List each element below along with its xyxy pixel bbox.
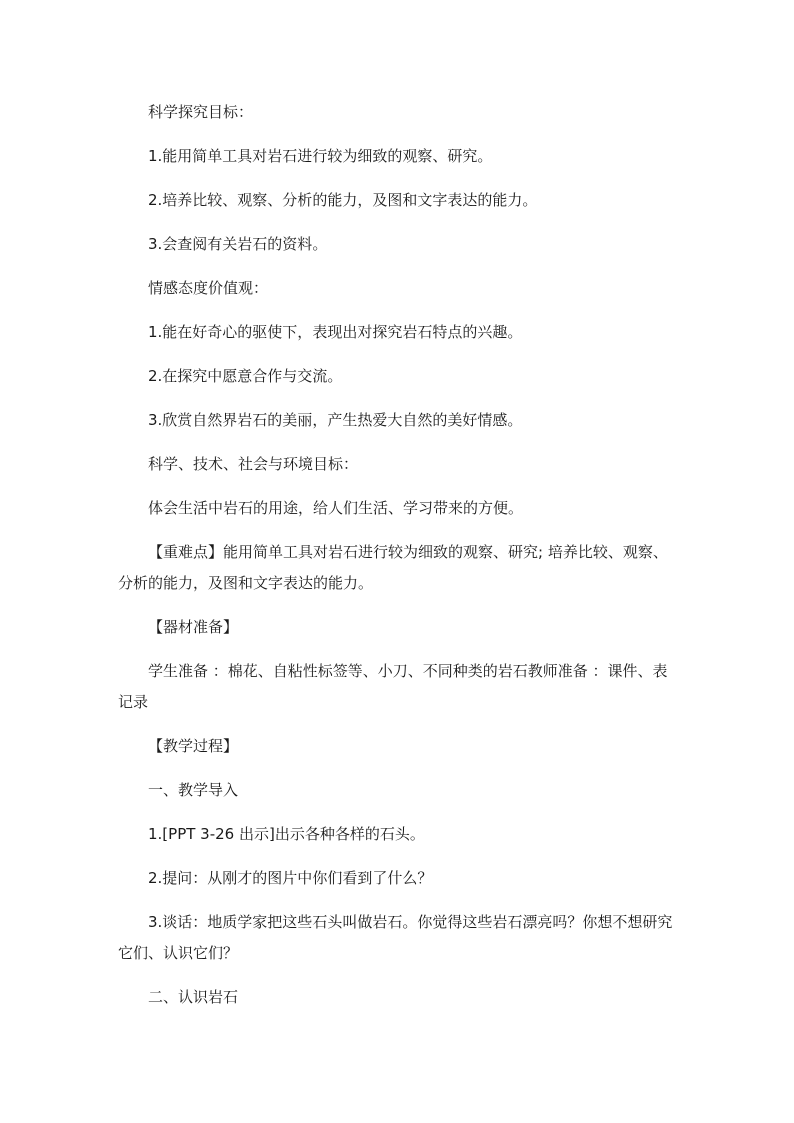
heading-materials: 【器材准备】 (148, 618, 239, 636)
inquiry-goal-item-2: 2.培养比较、观察、分析的能力，及图和文字表达的能力。 (148, 191, 538, 209)
emotion-goal-item-3: 3.欣赏自然界岩石的美丽，产生热爱大自然的美好情感。 (148, 411, 523, 429)
section-know-rocks-heading: 二、认识岩石 (148, 988, 239, 1006)
document-body (118, 97, 678, 1026)
section-intro-heading: 一、教学导入 (148, 781, 239, 799)
emotion-goal-item-1: 1.能在好奇心的驱使下，表现出对探究岩石特点的兴趣。 (148, 323, 523, 341)
heading-emotion-values: 情感态度价值观： (148, 279, 269, 297)
inquiry-goal-item-1: 1.能用简单工具对岩石进行较为细致的观察、研究。 (148, 147, 493, 165)
inquiry-goal-item-3: 3.会查阅有关岩石的资料。 (148, 235, 328, 253)
intro-step-3: 3.谈话：地质学家把这些石头叫做岩石。你觉得这些岩石漂亮吗？你想不想研究它们、认识它们？ (118, 913, 673, 962)
heading-teaching-process: 【教学过程】 (148, 737, 239, 755)
intro-step-2: 2.提问：从刚才的图片中你们看到了什么？ (148, 869, 433, 887)
materials-text: 学生准备 ：棉花、自粘性标签等、小刀、不同种类的岩石教师准备 ：课件、表记录 (118, 662, 668, 711)
intro-step-1: 1.[PPT 3-26 出示]出示各种各样的石头。 (148, 825, 425, 843)
heading-sts-goals: 科学、技术、社会与环境目标： (148, 455, 359, 473)
heading-science-inquiry-goals: 科学探究目标： (148, 103, 254, 121)
key-difficult-points: 【重难点】能用简单工具对岩石进行较为细致的观察、研究; 培养比较、观察、分析的能力，及图和文字表达的能力。 (118, 543, 668, 592)
sts-goal-text: 体会生活中岩石的用途，给人们生活、学习带来的方便。 (148, 499, 524, 517)
emotion-goal-item-2: 2.在探究中愿意合作与交流。 (148, 367, 343, 385)
